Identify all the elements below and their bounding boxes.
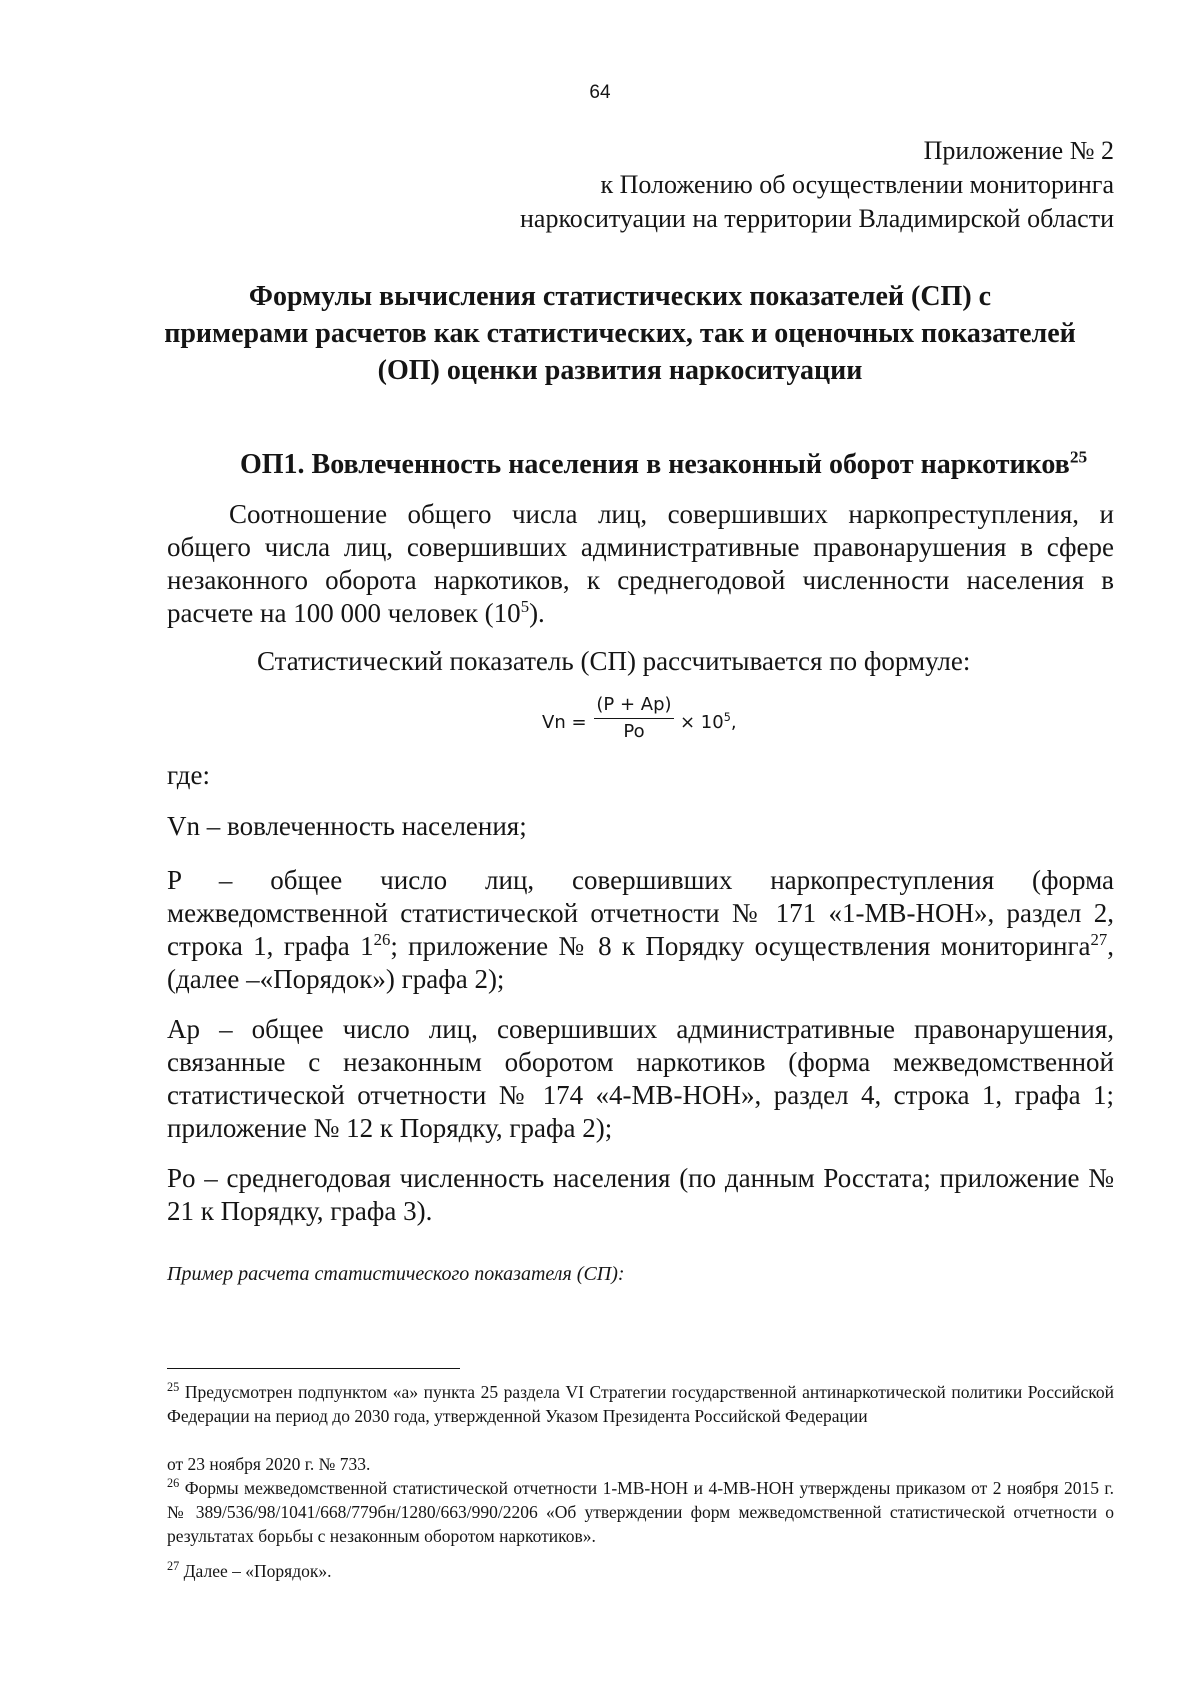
footnote-25-text: Предусмотрен подпунктом «а» пункта 25 раздела VI Стратегии государственной антинаркотической политики Российской Федерации на период до 2030 года, утвержденной Указом Президента Российской Федерации	[167, 1382, 1114, 1426]
footnote-27-number: 27	[167, 1559, 180, 1574]
formula-suffix: ,	[730, 712, 737, 733]
appendix-line-2: к Положению об осуществлении мониторинга	[600, 170, 1114, 199]
formula-lhs: Vn =	[542, 712, 587, 733]
appendix-line-1: Приложение № 2	[923, 136, 1114, 165]
formula-numerator: (P + Ap)	[596, 694, 672, 715]
footnote-25-continuation: от 23 ноября 2020 г. № 733.	[167, 1454, 371, 1474]
footnote-25-number: 25	[167, 1380, 180, 1395]
formula-denominator: Po	[623, 721, 645, 742]
appendix-header	[520, 134, 1114, 236]
definition-p	[167, 864, 1114, 996]
footnote-ref-26: 26	[373, 930, 391, 949]
definition-ap: Ap – общее число лиц, совершивших административные правонарушения, связанные с незаконным оборотом наркотиков (форма межведомственной статистической отчетности № 174 «4-МВ-НОН», раздел 4, строка 1, графа 1; приложение № 12 к Порядку, графа 2);	[167, 1014, 1114, 1143]
definition-p-text-2: ; приложение № 8 к Порядку осуществления мониторинга	[390, 931, 1091, 961]
appendix-line-3: наркоситуации на территории Владимирской области	[520, 204, 1114, 233]
section-heading	[240, 449, 1087, 481]
footnote-27	[167, 1559, 1114, 1583]
formula-fraction	[594, 694, 674, 742]
definition-po: Po – среднегодовая численность населения (по данным Росстата; приложение № 21 к Порядку, графа 3).	[167, 1163, 1114, 1226]
definition-vn: Vn – вовлеченность населения;	[167, 811, 527, 841]
formula-multiplier: × 10	[680, 712, 724, 733]
definition-p-text-3: , (далее –«Порядок») графа 2);	[167, 931, 1114, 994]
footnote-divider	[167, 1368, 460, 1369]
footnote-ref-27: 27	[1090, 930, 1108, 949]
title-line-2: примерами расчетов как статистических, так и оценочных показателей	[164, 318, 1076, 349]
formula-rhs	[680, 712, 737, 733]
footnote-26	[167, 1476, 1114, 1548]
formula-intro: Статистический показатель (СП) рассчитывается по формуле:	[257, 646, 971, 676]
description-exponent: 5	[520, 597, 530, 616]
description-paragraph	[167, 498, 1114, 630]
title-line-3: (ОП) оценки развития наркоситуации	[377, 355, 863, 386]
description-text: Соотношение общего числа лиц, совершивших наркопреступления, и общего числа лиц, совершивших административные правонарушения в сфере незаконного оборота наркотиков, к среднегодовой численности населения в расчете на 100 000 человек (10	[167, 499, 1114, 628]
title-line-1: Формулы вычисления статистических показателей (СП) с	[248, 281, 992, 312]
definition-p-text-1: P – общее число лиц, совершивших наркопреступления (форма межведомственной статистической отчетности № 171 «1-МВ-НОН», раздел 2, строка 1, графа 1	[167, 865, 1114, 961]
formula-exponent: 5	[723, 711, 731, 724]
document-title	[120, 278, 1120, 389]
description-tail: ).	[529, 598, 545, 628]
page-number: 64	[589, 82, 611, 103]
footnote-ref-25: 25	[1069, 447, 1088, 467]
footnote-27-text: Далее – «Порядок».	[179, 1561, 332, 1581]
footnote-25	[167, 1380, 1114, 1428]
footnote-26-number: 26	[167, 1476, 180, 1491]
fraction-bar	[594, 718, 674, 719]
footnote-26-text: Формы межведомственной статистической отчетности 1-МВ-НОН и 4-МВ-НОН утверждены приказом от 2 ноября 2015 г. № 389/536/98/1041/668/779бн/1280/663/990/2206 «Об утверждении форм межведомственной статистической отчетности о результатах борьбы с незаконным оборотом наркотиков».	[167, 1478, 1114, 1546]
where-label: где:	[167, 760, 210, 790]
section-heading-text: ОП1. Вовлеченность населения в незаконный оборот наркотиков	[240, 449, 1070, 480]
example-label: Пример расчета статистического показателя (СП):	[167, 1263, 625, 1285]
